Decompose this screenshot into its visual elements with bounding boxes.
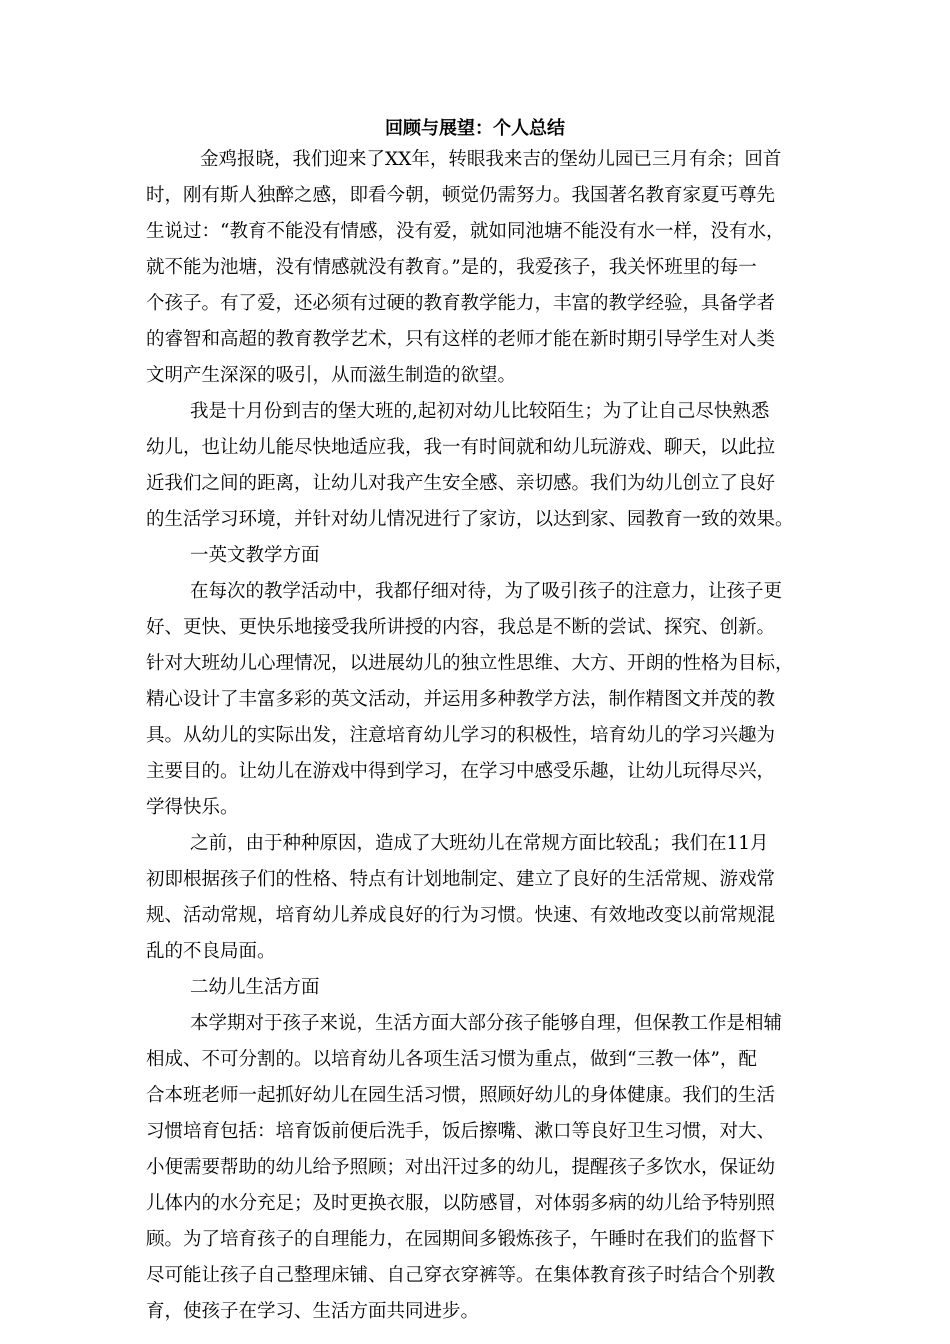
paragraph-line: 相成、不可分割的。以培育幼儿各项生活习惯为重点，做到“三教一体”，配	[146, 1049, 757, 1070]
paragraph-line: 尽可能让孩子自己整理床铺、自己穿衣穿裤等。在集体教育孩子时结合个别教	[146, 1265, 776, 1286]
paragraph-line: 就不能为池塘，没有情感就没有教育。”是的，我爱孩子，我关怀班里的每一	[146, 257, 757, 278]
paragraph-line: 规、活动常规，培育幼儿养成良好的行为习惯。快速、有效地改变以前常规混	[146, 905, 776, 926]
paragraph-line: 具。从幼儿的实际出发，注意培育幼儿学习的积极性，培育幼儿的学习兴趣为	[146, 725, 776, 746]
paragraph-line: 我是十月份到吉的堡大班的,起初对幼儿比较陌生；为了让自己尽快熟悉	[190, 401, 770, 422]
paragraph-line: 针对大班幼儿心理情况，以进展幼儿的独立性思维、大方、开朗的性格为目标，	[146, 653, 794, 674]
paragraph-line: 的睿智和高超的教育教学艺术，只有这样的老师才能在新时期引导学生对人类	[146, 329, 776, 350]
paragraph-line: 主要目的。让幼儿在游戏中得到学习，在学习中感受乐趣，让幼儿玩得尽兴，	[146, 761, 776, 782]
paragraph-line: 文明产生深深的吸引，从而滋生制造的欲望。	[146, 365, 517, 386]
section-heading: 二幼儿生活方面	[190, 977, 320, 998]
page-title: 回顾与展望：个人总结	[385, 118, 565, 139]
paragraph-line: 小便需要帮助的幼儿给予照顾；对出汗过多的幼儿，提醒孩子多饮水，保证幼	[146, 1157, 776, 1178]
paragraph-line: 育，使孩子在学习、生活方面共同进步。	[146, 1301, 480, 1322]
paragraph-line: 本学期对于孩子来说，生活方面大部分孩子能够自理，但保教工作是相辅	[190, 1013, 783, 1034]
paragraph-line: 学得快乐。	[146, 797, 239, 818]
paragraph-line: 合本班老师一起抓好幼儿在园生活习惯，照顾好幼儿的身体健康。我们的生活	[146, 1085, 776, 1106]
paragraph-line: 金鸡报晓，我们迎来了XX年，转眼我来吉的堡幼儿园已三月有余；回首	[200, 149, 782, 170]
paragraph-line: 精心设计了丰富多彩的英文活动，并运用多种教学方法，制作精图文并茂的教	[146, 689, 776, 710]
paragraph-line: 个孩子。有了爱，还必须有过硬的教育教学能力，丰富的教学经验，具备学者	[146, 293, 776, 314]
paragraph-line: 好、更快、更快乐地接受我所讲授的内容，我总是不断的尝试、探究、创新。	[146, 617, 776, 638]
paragraph-line: 幼儿，也让幼儿能尽快地适应我，我一有时间就和幼儿玩游戏、聊天，以此拉	[146, 437, 776, 458]
paragraph-line: 顾。为了培育孩子的自理能力，在园期间多锻炼孩子，午睡时在我们的监督下	[146, 1229, 776, 1250]
paragraph-line: 时，刚有斯人独醉之感，即看今朝，顿觉仍需努力。我国著名教育家夏丐尊先	[146, 185, 776, 206]
paragraph-line: 近我们之间的距离，让幼儿对我产生安全感、亲切感。我们为幼儿创立了良好	[146, 473, 776, 494]
paragraph-line: 儿体内的水分充足；及时更换衣服，以防感冒，对体弱多病的幼儿给予特别照	[146, 1193, 776, 1214]
paragraph-line: 生说过：“教育不能没有情感，没有爱，就如同池塘不能没有水一样，没有水，	[146, 221, 785, 242]
paragraph-line: 在每次的教学活动中，我都仔细对待，为了吸引孩子的注意力，让孩子更	[190, 581, 783, 602]
paragraph-line: 乱的不良局面。	[146, 941, 276, 962]
paragraph-line: 习惯培育包括：培育饭前便后洗手，饭后擦嘴、漱口等良好卫生习惯，对大、	[146, 1121, 776, 1142]
section-heading: 一英文教学方面	[190, 545, 320, 566]
paragraph-line: 初即根据孩子们的性格、特点有计划地制定、建立了良好的生活常规、游戏常	[146, 869, 776, 890]
paragraph-line: 之前，由于种种原因，造成了大班幼儿在常规方面比较乱；我们在11月	[190, 833, 769, 854]
paragraph-line: 的生活学习环境，并针对幼儿情况进行了家访，以达到家、园教育一致的效果。	[146, 509, 794, 530]
